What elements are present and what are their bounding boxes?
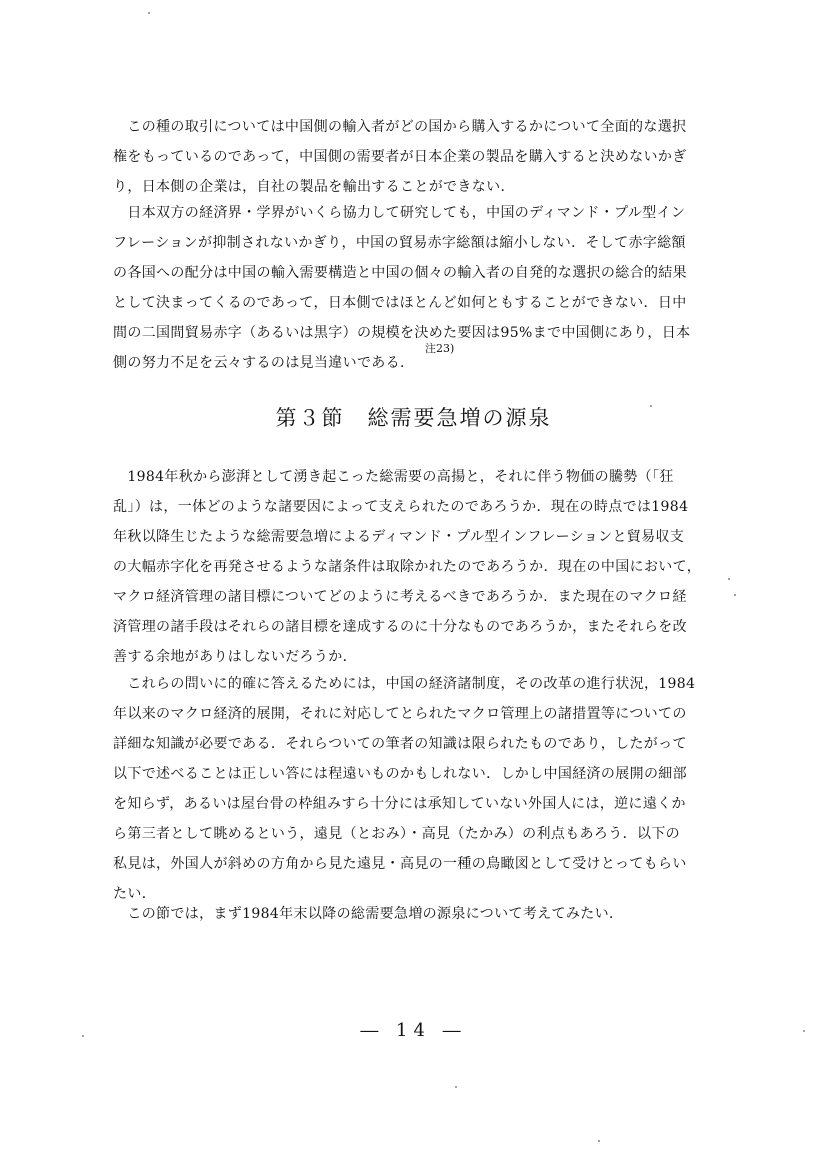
- paragraph-3-line-4: の大幅赤字化を再発させるような諸条件は取除かれたのであろうか．現在の中国において，: [113, 559, 702, 575]
- paragraph-4-line-6: ら第三者として眺めるという，遠見（とおみ）・高見（たかみ）の利点もあろう．以下の: [113, 826, 680, 842]
- paragraph-4-line-4: 以下で述べることは正しい答には程遠いものかもしれない．しかし中国経済の展開の細部: [113, 766, 687, 782]
- paragraph-2-line-1: 日本双方の経済界・学界がいくら協力して研究しても，中国のディマンド・プル型イン: [113, 205, 686, 221]
- scan-speck: [728, 578, 730, 580]
- paragraph-1-line-3: り，日本側の企業は，自社の製品を輸出することができない．: [113, 179, 515, 195]
- paragraph-4-line-3: 詳細な知識が必要である．それらついての筆者の知識は限られたものであり，したがって: [113, 736, 687, 752]
- scan-speck: [598, 1140, 600, 1142]
- paragraph-4-line-2: 年以来のマクロ経済的展開，それに対応してとられたマクロ管理上の諸措置等についての: [113, 706, 687, 722]
- paragraph-4-line-5: を知らず，あるいは屋台骨の枠組みすら十分には承知していない外国人には，逆に遠くか: [113, 796, 686, 812]
- paragraph-4-line-1: これらの問いに的確に答えるためには，中国の経済諸制度，その改革の進行状況，1984: [113, 676, 696, 692]
- paragraph-4-line-7: 私見は，外国人が斜めの方角から見た遠見・高見の一種の鳥瞰図として受けとってもらい: [113, 856, 687, 872]
- section-title: 第３節 総需要急増の源泉: [275, 406, 552, 430]
- scan-speck: [803, 1030, 805, 1032]
- scan-speck: [455, 1086, 457, 1088]
- paragraph-2-line-4: として決まってくるのであって，日本側ではほとんど如何ともすることができない．日中: [113, 295, 687, 311]
- paragraph-3-line-3: 年秋以降生じたような総需要急増によるディマンド・プル型インフレーションと貿易収支: [113, 529, 685, 545]
- paragraph-1-line-2: 権をもっているのであって，中国側の需要者が日本企業の製品を購入すると決めないかぎ: [113, 149, 687, 165]
- paragraph-5-line-1: この節では，まず1984年末以降の総需要急増の源泉について考えてみたい．: [113, 906, 624, 922]
- page-number: ― 14 ―: [360, 1020, 467, 1041]
- paragraph-2-line-6: 側の努力不足を云々するのは見当違いである．: [113, 355, 415, 371]
- paragraph-4-line-8: たい．: [113, 886, 157, 902]
- scan-speck: [734, 594, 736, 596]
- scan-speck: [650, 405, 652, 407]
- paragraph-3-line-5: マクロ経済管理の諸目標についてどのように考えるべきであろうか．また現在のマクロ経: [113, 589, 687, 605]
- scan-speck: [82, 1035, 84, 1037]
- paragraph-2-line-2: フレーションが抑制されないかぎり，中国の貿易赤字総額は縮小しない．そして赤字総額: [113, 235, 686, 251]
- scan-speck: [148, 12, 150, 14]
- paragraph-3-line-6: 済管理の諸手段はそれらの諸目標を達成するのに十分なものであろうか，またそれらを改: [113, 619, 687, 635]
- paragraph-3-line-2: 乱」）は，一体どのような諸要因によって支えられたのであろうか．現在の時点では1984: [113, 499, 689, 515]
- paragraph-3-line-7: 善する余地がありはしないだろうか．: [113, 649, 357, 665]
- paragraph-1-line-1: この種の取引については中国側の輸入者がどの国から購入するかについて全面的な選択: [113, 119, 687, 135]
- footnote-reference: 注23): [425, 342, 455, 355]
- paragraph-2-line-5: 間の二国間貿易赤字（あるいは黒字）の規模を決めた要因は95%まで中国側にあり，日本: [113, 325, 691, 341]
- paragraph-2-line-3: の各国への配分は中国の輸入需要構造と中国の個々の輸入者の自発的な選択の総合的結果: [113, 265, 687, 281]
- paragraph-3-line-1: 1984年秋から澎湃として湧き起こった総需要の高揚と，それに伴う物価の騰勢（「狂: [113, 469, 674, 485]
